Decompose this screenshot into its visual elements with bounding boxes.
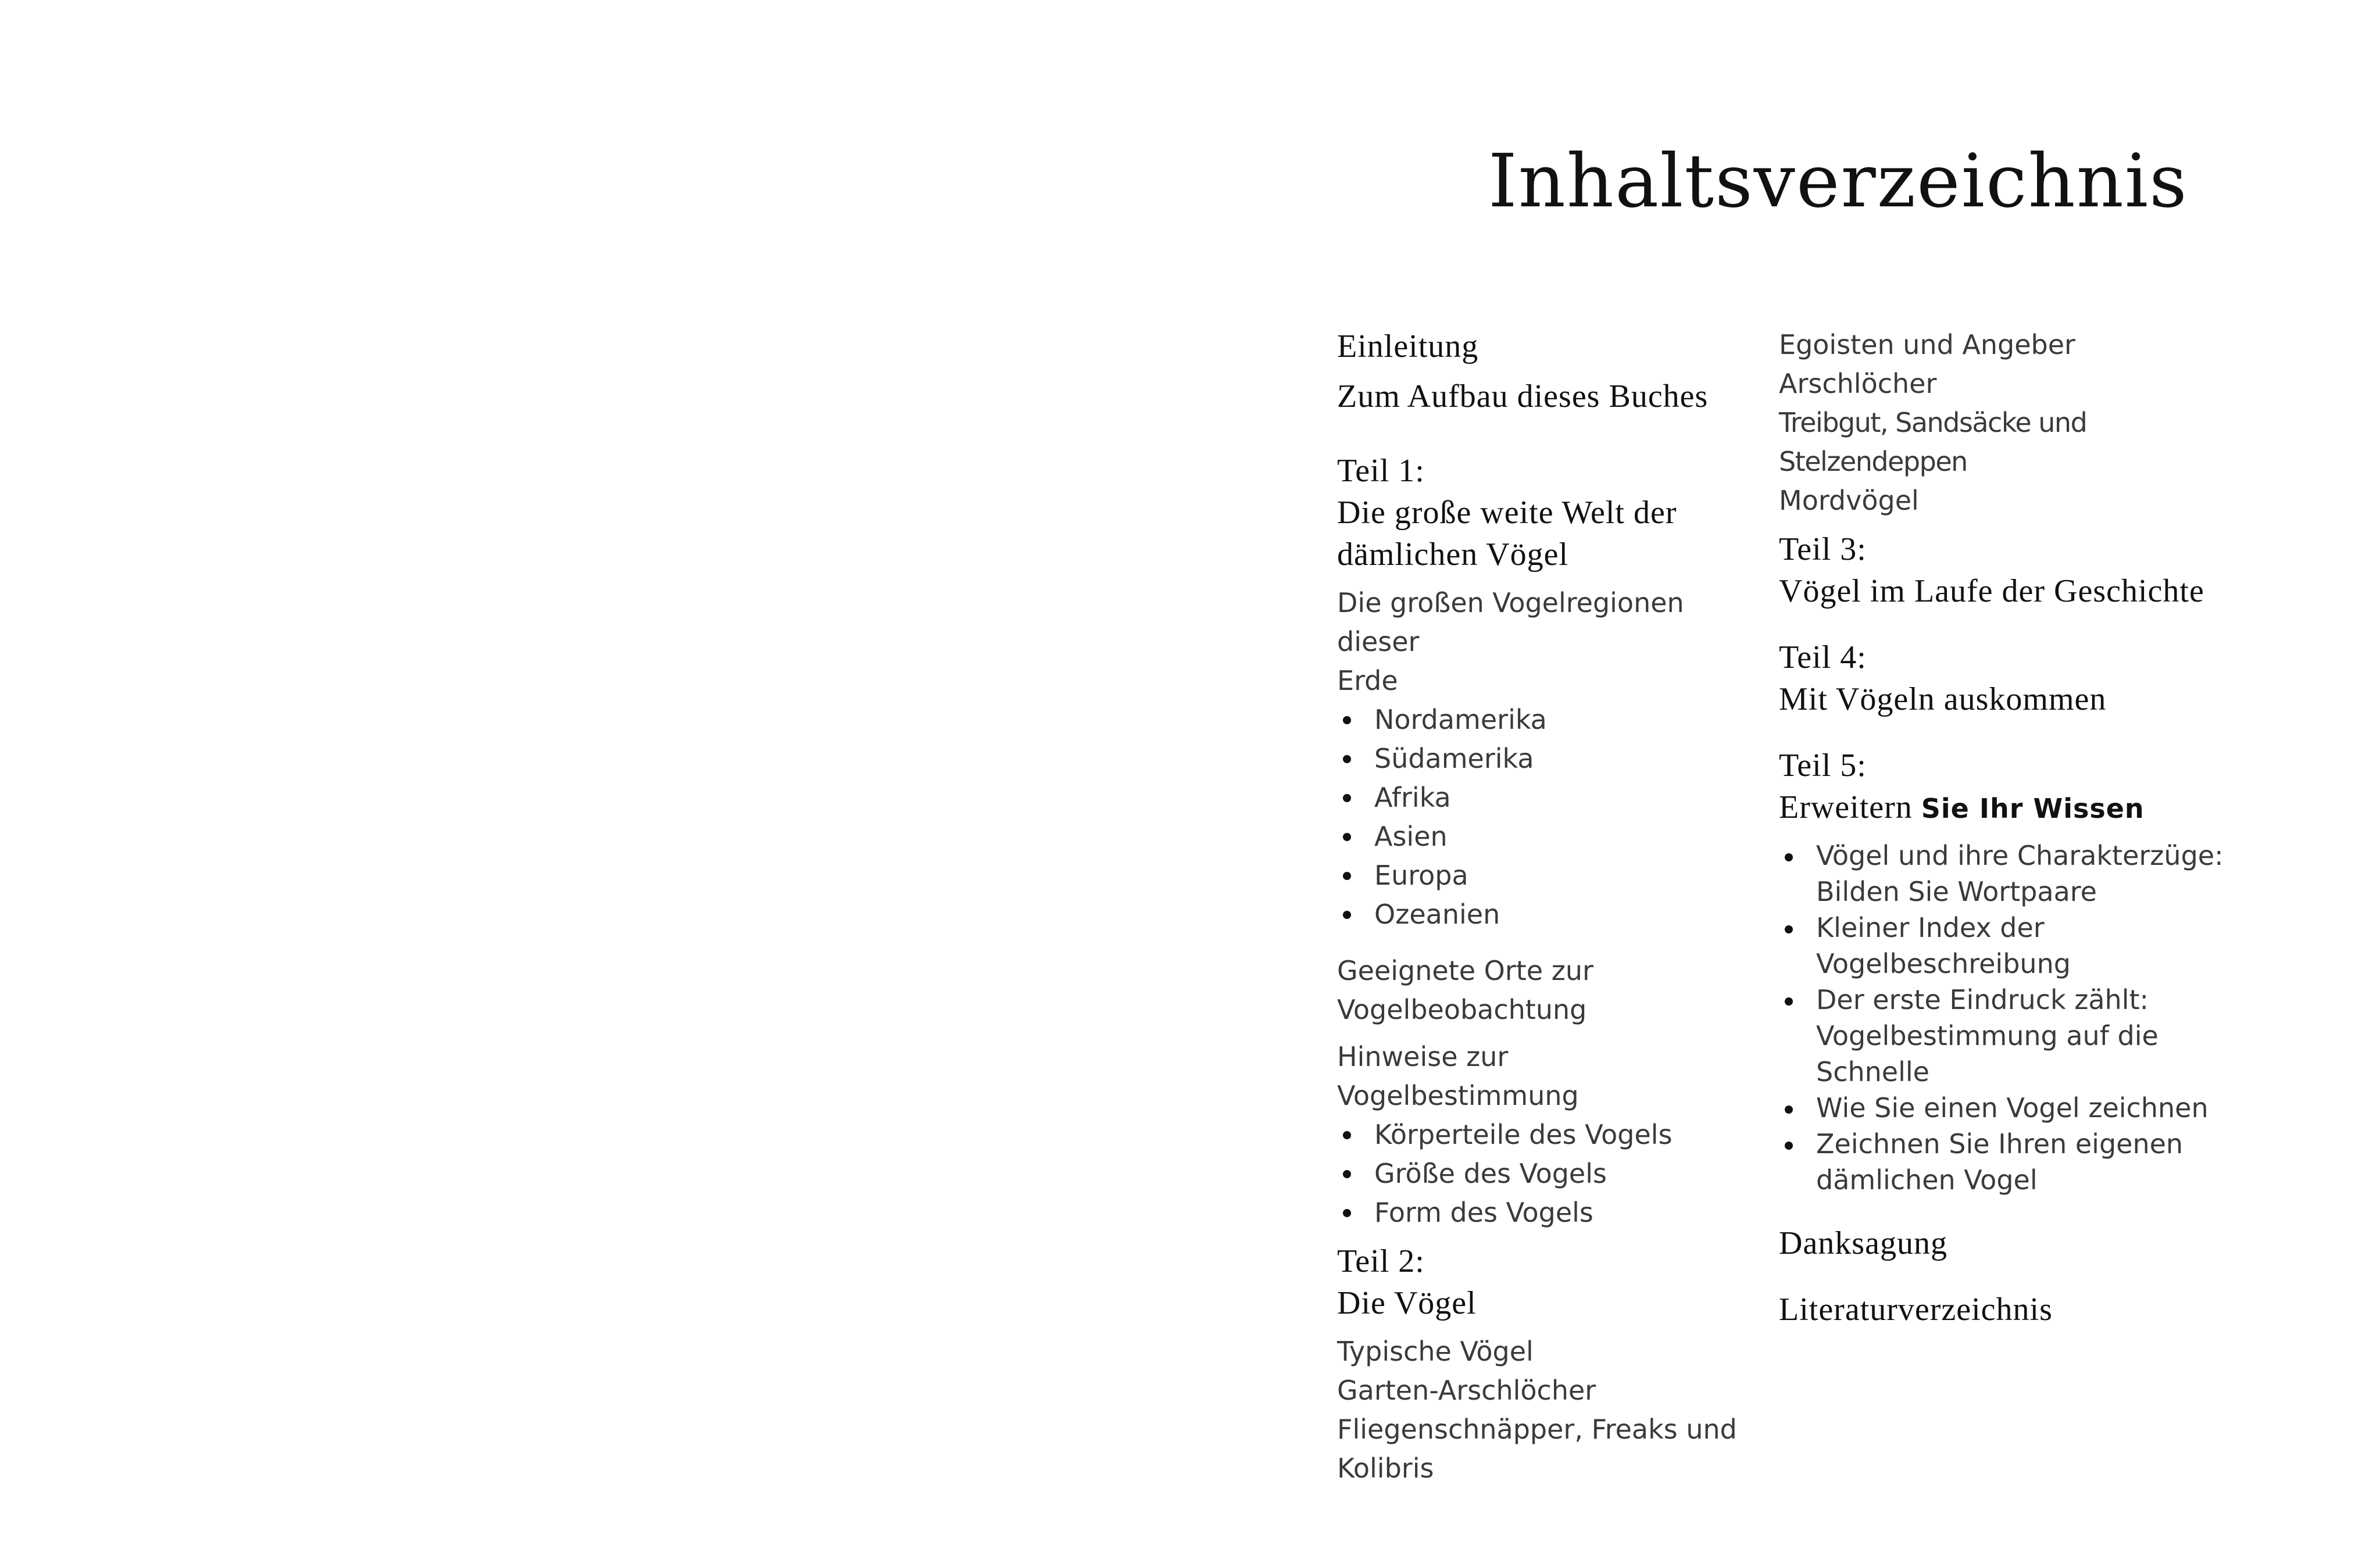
part-5-list bbox=[1779, 838, 2267, 1198]
list-item[interactable]: Zeichnen Sie Ihren eigenen dämlichen Vogel bbox=[1779, 1126, 2267, 1198]
toc-entry-mordvoegel[interactable]: Mordvögel bbox=[1779, 485, 1919, 516]
list-item[interactable]: Asien bbox=[1337, 817, 1744, 856]
part-4-label: Teil 4: bbox=[1779, 639, 1867, 675]
toc-part-3-heading[interactable] bbox=[1779, 528, 2267, 612]
toc-entry-danksagung[interactable]: Danksagung bbox=[1779, 1225, 1947, 1261]
toc-entry-beobachtungsorte[interactable] bbox=[1337, 952, 1744, 1029]
toc-part-5-heading[interactable] bbox=[1779, 745, 2267, 829]
part-2-label: Teil 2: bbox=[1337, 1243, 1425, 1279]
toc-entry-vogelregionen[interactable] bbox=[1337, 584, 1744, 700]
fliegenschnaepper-line-2: Kolibris bbox=[1337, 1453, 1434, 1484]
toc-entry-literaturverzeichnis[interactable]: Literaturverzeichnis bbox=[1779, 1292, 2053, 1328]
fliegenschnaepper-line-1: Fliegenschnäpper, Freaks und bbox=[1337, 1414, 1737, 1445]
list-item[interactable]: Vögel und ihre Charakterzüge: Bilden Sie Wortpaare bbox=[1779, 838, 2267, 910]
toc-part-4-heading[interactable] bbox=[1779, 636, 2267, 720]
toc-entry-aufbau[interactable]: Zum Aufbau dieses Buches bbox=[1337, 378, 1709, 414]
list-item[interactable]: Europa bbox=[1337, 856, 1744, 895]
toc-entry-typische-voegel[interactable]: Typische Vögel bbox=[1337, 1336, 1534, 1367]
bullet-icon bbox=[1343, 1209, 1351, 1217]
list-item[interactable]: Südamerika bbox=[1337, 739, 1744, 778]
toc-entry-einleitung[interactable]: Einleitung bbox=[1337, 328, 1479, 364]
part-1-label: Teil 1: bbox=[1337, 453, 1425, 489]
list-item[interactable]: Nordamerika bbox=[1337, 700, 1744, 739]
bullet-icon bbox=[1785, 853, 1793, 861]
bullet-icon bbox=[1785, 1106, 1793, 1114]
bullet-icon bbox=[1785, 1142, 1793, 1150]
list-item[interactable]: Ozeanien bbox=[1337, 895, 1744, 934]
bullet-icon bbox=[1343, 872, 1351, 880]
page-title: Inhaltsverzeichnis bbox=[1488, 138, 2188, 224]
toc-entry-garten-arschloecher[interactable]: Garten-Arschlöcher bbox=[1337, 1375, 1596, 1406]
part-1-title-line-2: dämlichen Vögel bbox=[1337, 536, 1569, 573]
list-item[interactable]: Kleiner Index der Vogelbeschreibung bbox=[1779, 910, 2267, 982]
part-1-title-line-1: Die große weite Welt der bbox=[1337, 495, 1677, 531]
regions-list bbox=[1337, 700, 1744, 934]
bullet-icon bbox=[1785, 997, 1793, 1006]
part-4-title: Mit Vögeln auskommen bbox=[1779, 681, 2107, 717]
toc-part-1-heading[interactable] bbox=[1337, 450, 1744, 575]
list-item[interactable]: Form des Vogels bbox=[1337, 1193, 1744, 1232]
list-item[interactable]: Afrika bbox=[1337, 778, 1744, 817]
bullet-icon bbox=[1785, 925, 1793, 933]
toc-part-2-heading[interactable] bbox=[1337, 1240, 1744, 1324]
bullet-icon bbox=[1343, 755, 1351, 763]
bullet-icon bbox=[1343, 1170, 1351, 1178]
part-5-title bbox=[1779, 786, 2267, 829]
toc-entry-arschloecher[interactable]: Arschlöcher bbox=[1779, 368, 1937, 399]
part-5-title-serif: Erweitern bbox=[1779, 789, 1913, 825]
toc-left-column bbox=[1337, 325, 1744, 1488]
toc-entry-fliegenschnaepper[interactable] bbox=[1337, 1410, 1744, 1488]
toc-entry-hinweise[interactable]: Hinweise zur Vogelbestimmung bbox=[1337, 1041, 1579, 1111]
list-item[interactable]: Größe des Vogels bbox=[1337, 1154, 1744, 1193]
bullet-icon bbox=[1343, 833, 1351, 841]
list-item[interactable]: Der erste Eindruck zählt: Vogelbestimmung auf die Schnelle bbox=[1779, 982, 2267, 1090]
hinweise-list bbox=[1337, 1115, 1744, 1232]
orte-line-1: Geeignete Orte zur bbox=[1337, 955, 1593, 986]
list-item[interactable]: Wie Sie einen Vogel zeichnen bbox=[1779, 1090, 2267, 1126]
part-3-title: Vögel im Laufe der Geschichte bbox=[1779, 573, 2204, 609]
bullet-icon bbox=[1343, 1131, 1351, 1139]
regions-intro-line-2: Erde bbox=[1337, 665, 1398, 696]
part-5-title-sans: Sie Ihr Wissen bbox=[1921, 793, 2145, 824]
bullet-icon bbox=[1343, 911, 1351, 919]
toc-entry-treibgut[interactable]: Treibgut, Sandsäcke und Stelzendeppen bbox=[1779, 407, 2087, 477]
orte-line-2: Vogelbeobachtung bbox=[1337, 994, 1587, 1025]
part-3-label: Teil 3: bbox=[1779, 531, 1867, 567]
toc-entry-egoisten[interactable]: Egoisten und Angeber bbox=[1779, 329, 2075, 360]
toc-right-column bbox=[1779, 325, 2267, 1330]
list-item[interactable]: Körperteile des Vogels bbox=[1337, 1115, 1744, 1154]
part-5-label: Teil 5: bbox=[1779, 747, 1867, 784]
part-2-title: Die Vögel bbox=[1337, 1285, 1477, 1321]
bullet-icon bbox=[1343, 716, 1351, 724]
regions-intro-line-1: Die großen Vogelregionen dieser bbox=[1337, 587, 1684, 657]
bullet-icon bbox=[1343, 794, 1351, 802]
